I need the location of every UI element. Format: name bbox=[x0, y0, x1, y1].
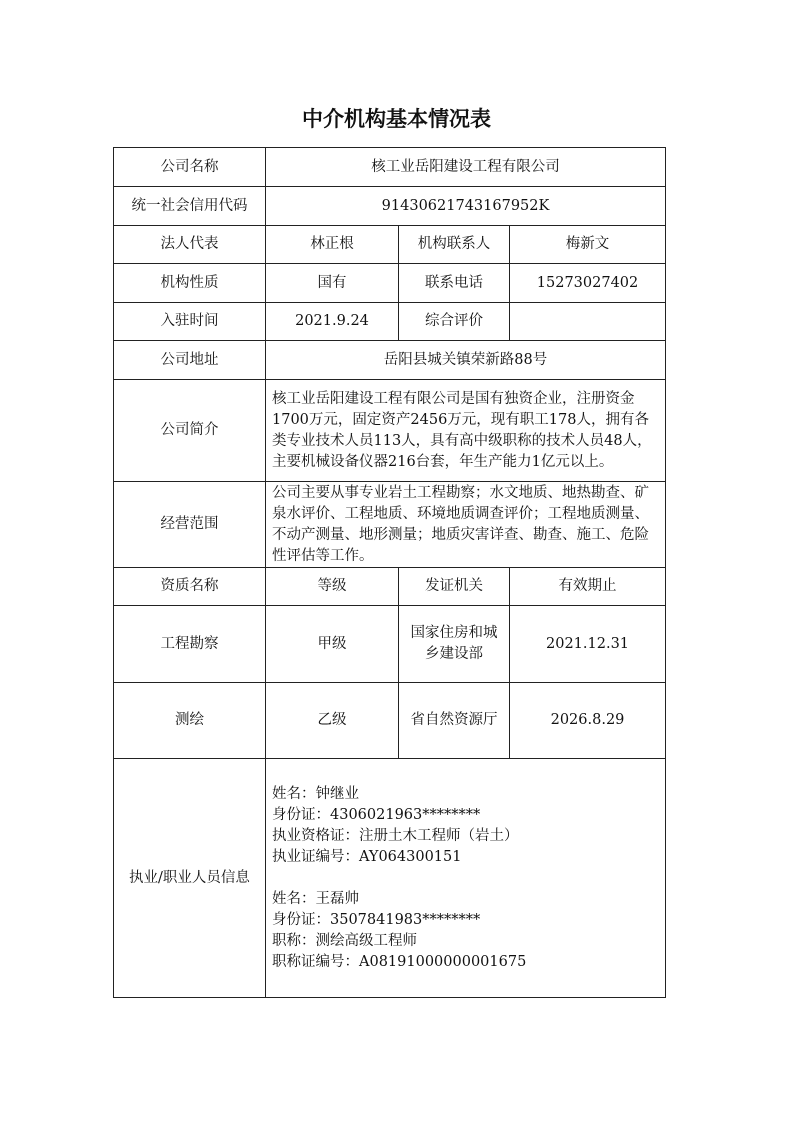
contact-value: 梅新文 bbox=[510, 226, 666, 264]
company-name-value: 核工业岳阳建设工程有限公司 bbox=[266, 148, 666, 187]
qual-issuer bbox=[399, 606, 510, 683]
person-cert-number: 执业证编号：AY064300151 bbox=[272, 848, 462, 865]
person-id: 身份证：4306021963******** bbox=[272, 806, 481, 823]
personnel-label: 执业/职业人员信息 bbox=[114, 759, 266, 998]
personnel-info bbox=[266, 759, 666, 998]
qual-name: 工程勘察 bbox=[114, 606, 266, 683]
qual-level: 乙级 bbox=[266, 683, 399, 759]
address-value: 岳阳县城关镇荣新路88号 bbox=[266, 341, 666, 380]
contact-label: 机构联系人 bbox=[399, 226, 510, 264]
legal-rep-value: 林正根 bbox=[266, 226, 399, 264]
credit-code-label: 统一社会信用代码 bbox=[114, 187, 266, 226]
address-label: 公司地址 bbox=[114, 341, 266, 380]
qual-expiry: 2021.12.31 bbox=[510, 606, 666, 683]
qual-level: 甲级 bbox=[266, 606, 399, 683]
rating-label: 综合评价 bbox=[399, 303, 510, 341]
qual-name: 测绘 bbox=[114, 683, 266, 759]
person-block bbox=[272, 784, 659, 868]
phone-label: 联系电话 bbox=[399, 264, 510, 303]
entry-date-value: 2021.9.24 bbox=[266, 303, 399, 341]
person-block bbox=[272, 889, 659, 973]
qual-header-name: 资质名称 bbox=[114, 568, 266, 606]
legal-rep-label: 法人代表 bbox=[114, 226, 266, 264]
qual-header-issuer: 发证机关 bbox=[399, 568, 510, 606]
page-title: 中介机构基本情况表 bbox=[302, 107, 491, 131]
person-title: 职称：测绘高级工程师 bbox=[272, 932, 417, 949]
rating-value bbox=[510, 303, 666, 341]
profile-value: 核工业岳阳建设工程有限公司是国有独资企业，注册资金1700万元，固定资产2456万元，现有职工178人，拥有各类专业技术人员113人，具有高中级职称的技术人员48人，主要机械设备仪器216台套，年生产能力1亿元以上。 bbox=[266, 380, 666, 482]
person-name: 姓名：王磊帅 bbox=[272, 890, 359, 907]
person-name: 姓名：钟继业 bbox=[272, 785, 359, 802]
person-qualification: 执业资格证：注册土木工程师（岩土） bbox=[272, 827, 519, 844]
entry-date-label: 入驻时间 bbox=[114, 303, 266, 341]
profile-label: 公司简介 bbox=[114, 380, 266, 482]
person-id: 身份证：3507841983******** bbox=[272, 911, 481, 928]
person-cert-number: 职称证编号：A08191000000001675 bbox=[272, 953, 527, 970]
nature-value: 国有 bbox=[266, 264, 399, 303]
credit-code-value: 91430621743167952K bbox=[266, 187, 666, 226]
qualification-row bbox=[114, 606, 666, 683]
qual-header-level: 等级 bbox=[266, 568, 399, 606]
qualification-row bbox=[114, 683, 666, 759]
qual-issuer: 省自然资源厅 bbox=[399, 683, 510, 759]
qual-header-expiry: 有效期止 bbox=[510, 568, 666, 606]
agency-info-table bbox=[113, 147, 666, 998]
scope-value: 公司主要从事专业岩土工程勘察；水文地质、地热勘查、矿泉水评价、工程地质、环境地质调查评价；工程地质测量、不动产测量、地形测量；地质灾害详查、勘查、施工、危险性评估等工作。 bbox=[266, 482, 666, 568]
nature-label: 机构性质 bbox=[114, 264, 266, 303]
phone-value: 15273027402 bbox=[510, 264, 666, 303]
qual-expiry: 2026.8.29 bbox=[510, 683, 666, 759]
qual-issuer-text: 国家住房和城乡建设部 bbox=[410, 625, 498, 662]
company-name-label: 公司名称 bbox=[114, 148, 266, 187]
scope-label: 经营范围 bbox=[114, 482, 266, 568]
